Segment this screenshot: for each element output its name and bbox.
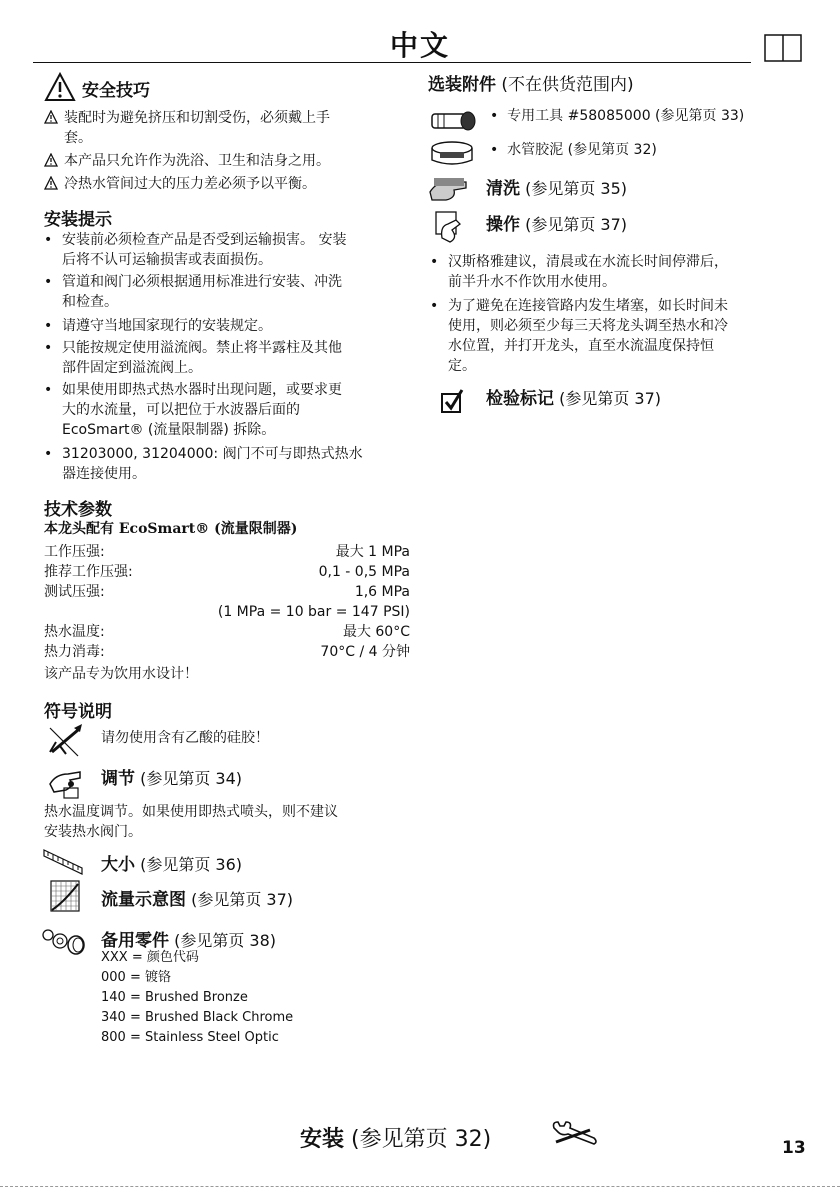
spec-value: (1 MPa = 10 bar = 147 PSI) bbox=[217, 604, 410, 620]
spec-row bbox=[44, 562, 410, 582]
color-code: XXX = 颜色代码 bbox=[101, 950, 199, 965]
safety-line: 套。 bbox=[64, 130, 92, 146]
install-line: 只能按规定使用溢流阀。禁止将半露柱及其他 bbox=[62, 340, 342, 356]
cleaning-title: 清洗 bbox=[486, 179, 520, 199]
flow-ref: (参见第页 37) bbox=[191, 890, 294, 909]
install-item: • 管道和阀门必须根据通用标准进行安装、冲洗 和检查。 bbox=[44, 274, 342, 310]
header-divider bbox=[33, 62, 751, 63]
optional-title-note: (不在供货范围内) bbox=[501, 75, 634, 95]
spec-key: 工作压强: bbox=[44, 544, 105, 560]
spec-key: 热力消毒: bbox=[44, 644, 105, 660]
operation-ref: (参见第页 37) bbox=[525, 215, 628, 234]
spec-row bbox=[44, 642, 410, 662]
right-line: 水位置，并打开龙头，直至水流温度保持恒 bbox=[448, 338, 714, 354]
footer-install-title: 安装 bbox=[300, 1126, 345, 1152]
spec-value: 1,6 MPa bbox=[354, 584, 410, 600]
flow-chart-icon bbox=[50, 880, 80, 912]
install-line: 请遵守当地国家现行的安装规定。 bbox=[62, 318, 272, 334]
adjust-ref: (参见第页 34) bbox=[140, 769, 243, 788]
spec-key: 推荐工作压强: bbox=[44, 564, 133, 580]
optional-putty-text: 水管胶泥 (参见第页 32) bbox=[507, 142, 657, 158]
install-item: • 如果使用即热式热水器时出现问题，或要求更 大的水流量，可以把位于水波器后面的 EcoSmart® (流量限制器) 拆除。 bbox=[44, 382, 342, 438]
flow-title: 流量示意图 bbox=[101, 890, 186, 910]
spec-value: 最大 60°C bbox=[342, 624, 410, 640]
spec-row bbox=[44, 622, 410, 642]
right-line: 汉斯格雅建议，清晨或在水流长时间停滞后， bbox=[448, 254, 728, 270]
spec-row bbox=[44, 582, 410, 602]
safety-item bbox=[44, 174, 414, 194]
spares-title: 备用零件 bbox=[101, 931, 169, 951]
safety-line: 装配时为避免挤压和切割受伤，必须戴上手 bbox=[64, 110, 330, 126]
size-title: 大小 bbox=[101, 855, 135, 875]
operation-title: 操作 bbox=[486, 215, 520, 235]
optional-title bbox=[428, 70, 634, 95]
right-line: 前半升水不作饮用水使用。 bbox=[448, 274, 616, 290]
install-item: • 安装前必须检查产品是否受到运输损害。 安装 后将不认可运输损害或表面损伤。 bbox=[44, 232, 347, 268]
adjust-note-line: 热水温度调节。如果使用即热式喷头，则不建议 bbox=[44, 804, 338, 820]
color-code: 340 = Brushed Black Chrome bbox=[101, 1010, 294, 1025]
tech-note: 该产品专为饮用水设计！ bbox=[44, 666, 198, 682]
test-mark-title: 检验标记 bbox=[486, 389, 554, 409]
right-item: • 汉斯格雅建议，清晨或在水流长时间停滞后， 前半升水不作饮用水使用。 bbox=[430, 254, 728, 290]
spec-value: 最大 1 MPa bbox=[335, 544, 410, 560]
checkbox-check-icon bbox=[440, 388, 466, 414]
putty-icon bbox=[428, 138, 476, 168]
color-code: 000 = 镀铬 bbox=[101, 970, 171, 985]
cleaning-hand-icon bbox=[428, 172, 470, 204]
bullet-dot: • bbox=[490, 142, 499, 158]
safety-line: 本产品只允许作为洗浴、卫生和洁身之用。 bbox=[64, 153, 330, 169]
wrench-icon bbox=[550, 1120, 598, 1150]
book-icon bbox=[764, 34, 802, 62]
install-line: 31203000, 31204000: 阀门不可与即热式热水 bbox=[62, 446, 363, 462]
install-line: 和检查。 bbox=[62, 294, 118, 310]
right-item: • 为了避免在连接管路内发生堵塞，如长时间未 使用，则必须至少每三天将龙头调至热水和冷 水位置，并打开龙头，直至水流温度保持恒 定。 bbox=[430, 298, 728, 374]
adjust-note bbox=[44, 802, 424, 842]
install-line: 部件固定到溢流阀上。 bbox=[62, 360, 202, 376]
spec-value: 0,1 - 0,5 MPa bbox=[318, 564, 410, 580]
install-item: • 31203000, 31204000: 阀门不可与即热式热水 器连接使用。 bbox=[44, 446, 363, 482]
ruler-icon bbox=[42, 846, 84, 876]
tech-title: 技术参数 bbox=[44, 500, 112, 520]
install-line: 器连接使用。 bbox=[62, 466, 146, 482]
tech-subtitle: 本龙头配有 EcoSmart® (流量限制器) bbox=[44, 521, 298, 537]
spec-row bbox=[44, 602, 410, 622]
install-title: 安装提示 bbox=[44, 210, 112, 230]
test-mark-label bbox=[486, 384, 661, 409]
color-code: 800 = Stainless Steel Optic bbox=[101, 1030, 279, 1045]
warning-triangle-icon bbox=[44, 72, 76, 102]
spec-value: 70°C / 4 分钟 bbox=[320, 644, 410, 660]
footer-install-ref: (参见第页 32) bbox=[351, 1127, 492, 1152]
page-number: 13 bbox=[782, 1138, 806, 1158]
footer-install bbox=[300, 1122, 491, 1153]
warning-small-icon bbox=[44, 153, 58, 167]
symbols-title: 符号说明 bbox=[44, 702, 112, 722]
adjust-title: 调节 bbox=[101, 769, 135, 789]
operation-hand-icon bbox=[432, 208, 466, 244]
cleaning-label bbox=[486, 174, 627, 199]
color-code: 140 = Brushed Bronze bbox=[101, 990, 248, 1005]
page-bottom-edge bbox=[0, 1186, 840, 1187]
optional-tool-text: 专用工具 #58085000 (参见第页 33) bbox=[507, 108, 745, 124]
silicone-warning: 请勿使用含有乙酸的硅胶！ bbox=[101, 730, 269, 746]
spare-parts-icon bbox=[40, 926, 90, 956]
safety-line: 冷热水管间过大的压力差必须予以平衡。 bbox=[64, 176, 316, 192]
optional-putty bbox=[490, 140, 657, 160]
install-line: 如果使用即热式热水器时出现问题，或要求更 bbox=[62, 382, 342, 398]
warning-small-icon bbox=[44, 110, 58, 124]
adjust-label bbox=[101, 764, 242, 789]
cleaning-ref: (参见第页 35) bbox=[525, 179, 628, 198]
safety-item bbox=[44, 108, 414, 148]
optional-tool bbox=[490, 106, 744, 126]
special-tool-icon bbox=[428, 106, 480, 136]
flow-label bbox=[101, 885, 293, 910]
warning-small-icon bbox=[44, 176, 58, 190]
spec-key: 测试压强: bbox=[44, 584, 105, 600]
right-line: 使用，则必须至少每三天将龙头调至热水和冷 bbox=[448, 318, 728, 334]
size-label bbox=[101, 850, 242, 875]
spec-key: 热水温度: bbox=[44, 624, 105, 640]
safety-item bbox=[44, 151, 414, 171]
right-line: 为了避免在连接管路内发生堵塞，如长时间未 bbox=[448, 298, 728, 314]
spec-row bbox=[44, 542, 410, 562]
page-title: 中文 bbox=[389, 29, 450, 62]
size-ref: (参见第页 36) bbox=[140, 855, 243, 874]
install-line: 安装前必须检查产品是否受到运输损害。 安装 bbox=[62, 232, 347, 248]
install-line: 大的水流量，可以把位于水波器后面的 bbox=[62, 402, 300, 418]
operation-label bbox=[486, 210, 627, 235]
silicone-gun-icon bbox=[46, 722, 86, 758]
install-line: EcoSmart® (流量限制器) 拆除。 bbox=[62, 422, 276, 438]
install-line: 后将不认可运输损害或表面损伤。 bbox=[62, 252, 272, 268]
install-item: • 请遵守当地国家现行的安装规定。 bbox=[44, 316, 419, 336]
right-line: 定。 bbox=[448, 358, 476, 374]
install-line: 管道和阀门必须根据通用标准进行安装、冲洗 bbox=[62, 274, 342, 290]
safety-title: 安全技巧 bbox=[82, 81, 150, 101]
adjust-hand-icon bbox=[46, 764, 86, 800]
spares-ref: (参见第页 38) bbox=[174, 931, 277, 950]
install-item: • 只能按规定使用溢流阀。禁止将半露柱及其他 部件固定到溢流阀上。 bbox=[44, 340, 342, 376]
bullet-dot: • bbox=[490, 108, 499, 124]
optional-title-text: 选装附件 bbox=[428, 75, 496, 95]
test-mark-ref: (参见第页 37) bbox=[559, 389, 662, 408]
adjust-note-line: 安装热水阀门。 bbox=[44, 824, 142, 840]
